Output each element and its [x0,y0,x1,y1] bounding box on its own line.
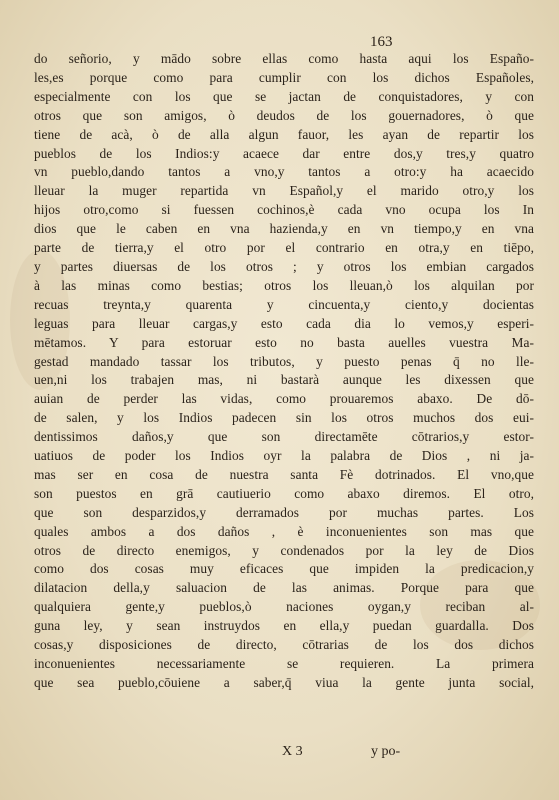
text-line: dentissimos daños,y que son directamēte cōtrarios,y estor- [34,429,534,445]
text-line: como dos cosas muy eficaces que impiden la predicacion,y [34,561,534,577]
text-line: pueblos de los Indios:y acaece dar entre dos,y tres,y quatro [34,145,534,161]
text-line: auian de perder las vidas, como prouaremos abaxo. De dō- [34,391,534,407]
text-line: quales ambos a dos daños , è inconuenientes son mas que [34,523,534,539]
text-line: do señorio, y mādo sobre ellas como hasta aqui los Españo- [34,51,534,66]
page-footer [0,744,559,766]
text-line: à las minas como bestias; otros los lleuan,ò los alquilan por [34,277,534,293]
page-number: 163 [370,34,393,50]
text-line: recuas treynta,y quarenta y cincuenta,y ciento,y docientas [34,296,534,312]
text-line: gestad mandado tassar los tributos, y puesto penas q̄ no lle- [34,353,534,369]
signature-mark: X 3 [282,744,303,759]
text-line: y partes diuersas de los otros ; y otros los embian cargados [34,258,534,274]
text-line: lleuar la muger repartida vn Español,y el marido otro,y los [34,183,534,199]
text-line: uatiuos de poder los Indios oyr la palabra de Dios , ni ja- [34,448,534,464]
text-line: uen,ni los trabajen mas, ni bastarà aunque les dixessen que [34,372,534,388]
text-line: leguas para lleuar cargas,y esto cada dia lo vemos,y esperi- [34,315,534,331]
text-line: dios que le caben en vna hazienda,y en vn tiempo,y en vna [34,221,534,237]
body-text [34,50,534,693]
text-line: que sea pueblo,cōuiene a saber,q̄ viua la gente junta social, [34,674,534,690]
text-line: inconuenientes necessariamente se requieren. La primera [34,656,534,671]
text-line: otros de directo enemigos, y condenados por la ley de Dios [34,542,534,558]
text-line: tiene de acà, ò de alla algun fauor, les ayan de repartir los [34,126,534,142]
text-line: que son desparzidos,y derramados por muchas partes. Los [34,504,534,520]
text-line: qualquiera gente,y pueblos,ò naciones oygan,y reciban al- [34,599,534,615]
text-line: vn pueblo,dando tantos a vno,y tantos a otro:y ha acaecido [34,164,534,180]
text-line: especialmente con los que se jactan de conquistadores, y con [34,88,534,104]
text-line: parte de tierra,y el otro por el contrario en otra,y en tiēpo, [34,240,534,256]
text-line: hijos otro,como si fuessen cochinos,è cada vno ocupa los In [34,202,534,218]
text-line: mas ser en cosa de nuestra santa Fè dotrinados. El vno,que [34,466,534,482]
text-line: son puestos en grā cautiuerio como abaxo diremos. El otro, [34,485,534,501]
text-line: de salen, y los Indios padecen sin los otros muchos dos eui- [34,410,534,426]
text-line: guna ley, y sean instruydos en ella,y puedan guardalla. Dos [34,618,534,634]
text-line: cosas,y disposiciones de directo, cōtrarias de los dos dichos [34,637,534,653]
text-line: les,es porque como para cumplir con los dichos Españoles, [34,69,534,85]
catchword: y po- [371,744,401,759]
text-line: dilatacion della,y saluacion de las animas. Porque para que [34,580,534,596]
text-line: otros que son amigos, ò deudos de los gouernadores, ò que [34,107,534,123]
text-line: mētamos. Y para estoruar esto no basta auelles vuestra Ma- [34,334,534,350]
